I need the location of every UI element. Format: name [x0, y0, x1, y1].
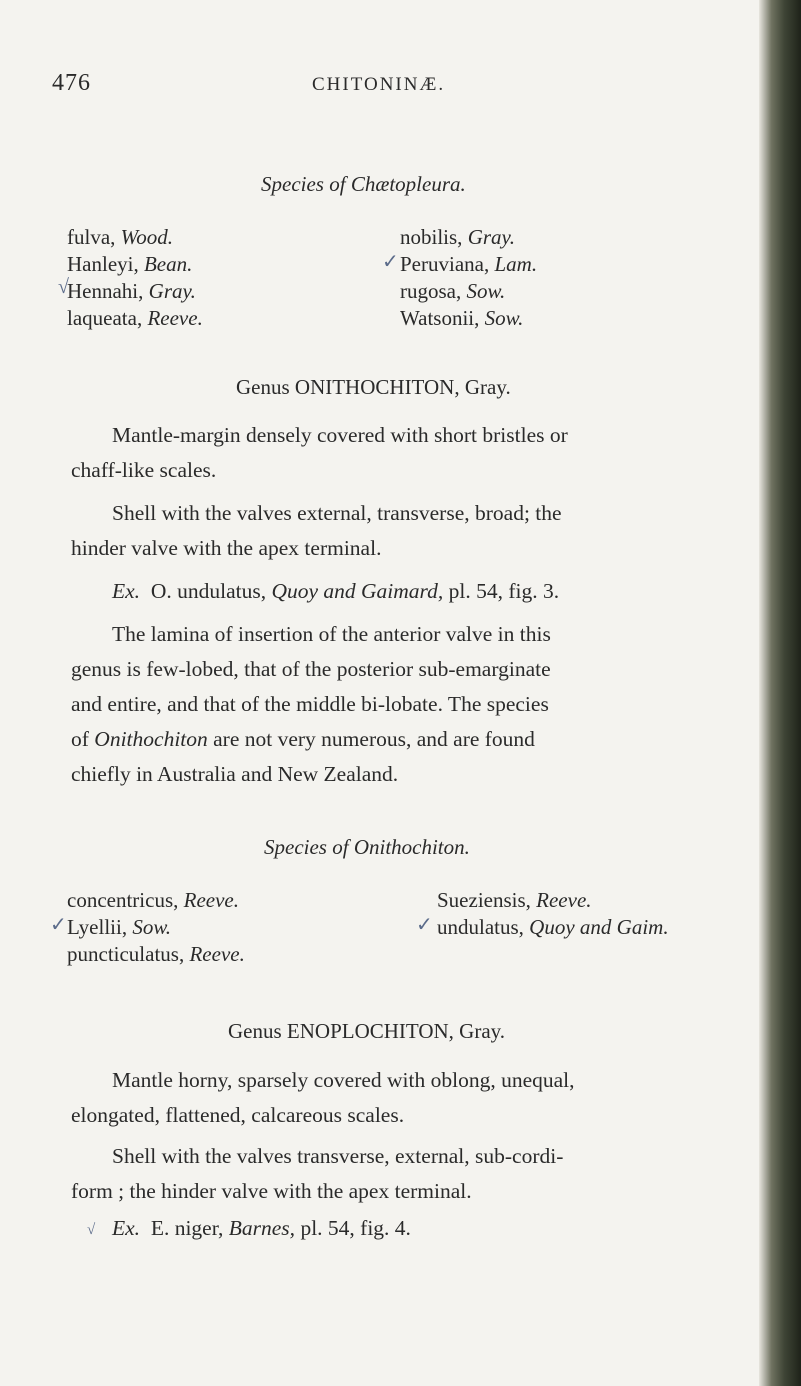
check-mark-icon: ✓ — [382, 251, 399, 273]
list-item: puncticulatus, Reeve. — [67, 942, 245, 966]
genus-heading-onithochiton: Genus ONITHOCHITON, Gray. — [236, 375, 511, 399]
section-heading-chaetopleura: Species of Chætopleura. — [261, 172, 466, 196]
text-line: genus is few-lobed, that of the posterior sub-emarginate — [71, 657, 551, 681]
list-item: Lyellii, Sow. — [67, 915, 172, 939]
check-mark-icon: √ — [58, 276, 69, 298]
list-item: Peruviana, Lam. — [400, 252, 538, 276]
list-item: nobilis, Gray. — [400, 225, 515, 249]
list-item: Hennahi, Gray. — [67, 279, 196, 303]
example-line: Ex. E. niger, Barnes, pl. 54, fig. 4. — [112, 1216, 411, 1240]
list-item: laqueata, Reeve. — [67, 306, 203, 330]
page-number: 476 — [52, 70, 91, 96]
list-item: concentricus, Reeve. — [67, 888, 239, 912]
list-item: Watsonii, Sow. — [400, 306, 524, 330]
species-list-left — [67, 224, 203, 332]
species-list-left — [67, 887, 245, 968]
genus-heading-enoplochiton: Genus ENOPLOCHITON, Gray. — [228, 1019, 506, 1043]
list-item: Sueziensis, Reeve. — [437, 888, 592, 912]
text-line: Shell with the valves transverse, external, sub-cordi- — [112, 1144, 564, 1168]
species-list-right — [437, 887, 669, 941]
text-line: hinder valve with the apex terminal. — [71, 536, 382, 560]
text-line: chiefly in Australia and New Zealand. — [71, 762, 399, 786]
list-item: Hanleyi, Bean. — [67, 252, 193, 276]
page-edge-shadow — [759, 0, 801, 1386]
list-item: rugosa, Sow. — [400, 279, 506, 303]
list-item: fulva, Wood. — [67, 225, 173, 249]
text-line: and entire, and that of the middle bi-lobate. The species — [71, 692, 549, 716]
check-mark-icon: √ — [87, 1222, 96, 1238]
text-line: elongated, flattened, calcareous scales. — [71, 1103, 405, 1127]
text-line: Shell with the valves external, transverse, broad; the — [112, 501, 562, 525]
species-list-right — [400, 224, 537, 332]
text-line: Mantle-margin densely covered with short bristles or — [112, 423, 568, 447]
list-item: undulatus, Quoy and Gaim. — [437, 915, 669, 939]
section-heading-onithochiton: Species of Onithochiton. — [264, 835, 470, 859]
check-mark-icon: ✓ — [50, 914, 67, 936]
text-line: form ; the hinder valve with the apex terminal. — [71, 1179, 472, 1203]
text-line: Mantle horny, sparsely covered with oblong, unequal, — [112, 1068, 575, 1092]
example-line: Ex. O. undulatus, Quoy and Gaimard, pl. 54, fig. 3. — [112, 579, 560, 603]
running-head: CHITONINÆ. — [312, 74, 446, 95]
text-line: of Onithochiton are not very numerous, and are found — [71, 727, 535, 751]
check-mark-icon: ✓ — [416, 914, 433, 936]
text-line: The lamina of insertion of the anterior valve in this — [112, 622, 551, 646]
text-line: chaff-like scales. — [71, 458, 217, 482]
